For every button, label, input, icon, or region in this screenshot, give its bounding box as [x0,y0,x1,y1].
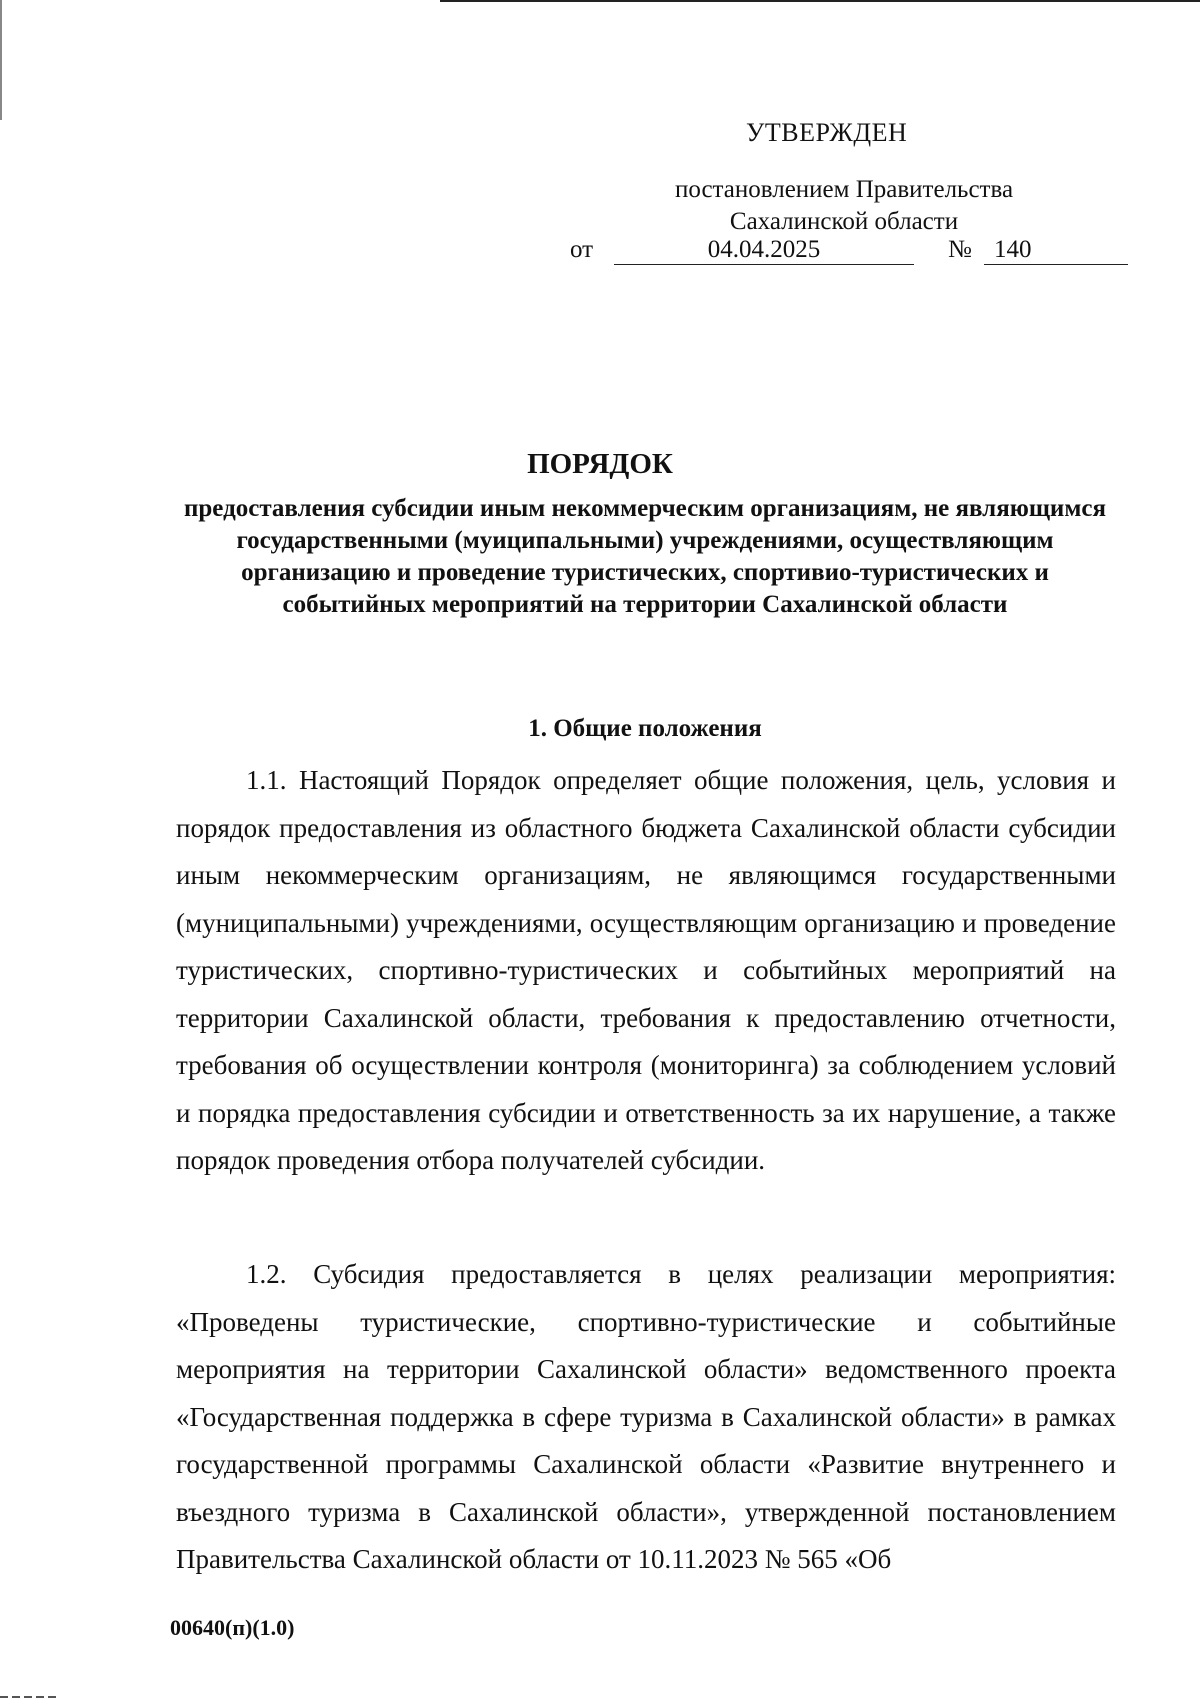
paragraph-1-1: 1.1. Настоящий Порядок определяет общие положения, цель, условия и порядок предоставления из областного бюджета Сахалинской области субсидии иным некоммерческим организациям, не являющимся государственными (муниципальными) учреждениями, осуществляющим организацию и проведение туристических, спортивно-туристических и событийных мероприятий на территории Сахалинской области, требования к предоставлению отчетности, требования об осуществлении контроля (мониторинга) за соблюдением условий и порядка предоставления субсидии и ответственность за их нарушение, а также порядок проведения отбора получателей субсидии. [176,765,1116,1175]
section-heading: 1. Общие положения [528,715,762,742]
number-label: № [948,236,972,263]
resolution-date: 04.04.2025 [614,236,914,265]
document-subtitle: предоставления субсидии иным некоммерческим организациям, не являющимся государственными (муиципальными) учреждениями, осуществляющим организацию и проведение туристических, спортивио-туристических и событийных мероприятий на территории Сахалинской области [184,495,1106,618]
resolution-date-row [570,236,1090,270]
resolution-number: 140 [984,236,1128,265]
from-label: от [570,236,594,263]
scan-edge-left [0,0,2,120]
resolution-reference: постановлением Правительства Сахалинской области [674,176,1014,235]
paragraph-1-2: 1.2. Субсидия предоставляется в целях реализации мероприятия: «Проведены туристические, спортивно-туристические и событийные мероприятия на территории Сахалинской области» ведомственного проекта «Государственная поддержка в сфере туризма в Сахалинской области» в рамках государственной программы Сахалинской области «Развитие внутреннего и въездного туризма в Сахалинской области», утвержденной постановлением Правительства Сахалинской области от 10.11.2023 № 565 «Об [176,1259,1116,1574]
approved-label: УТВЕРЖДЕН [746,118,908,147]
scan-edge-bottom [0,1696,60,1698]
scan-edge-top [440,0,1200,2]
document-title: ПОРЯДОК [527,448,673,480]
document-code: 00640(п)(1.0) [170,1615,295,1640]
